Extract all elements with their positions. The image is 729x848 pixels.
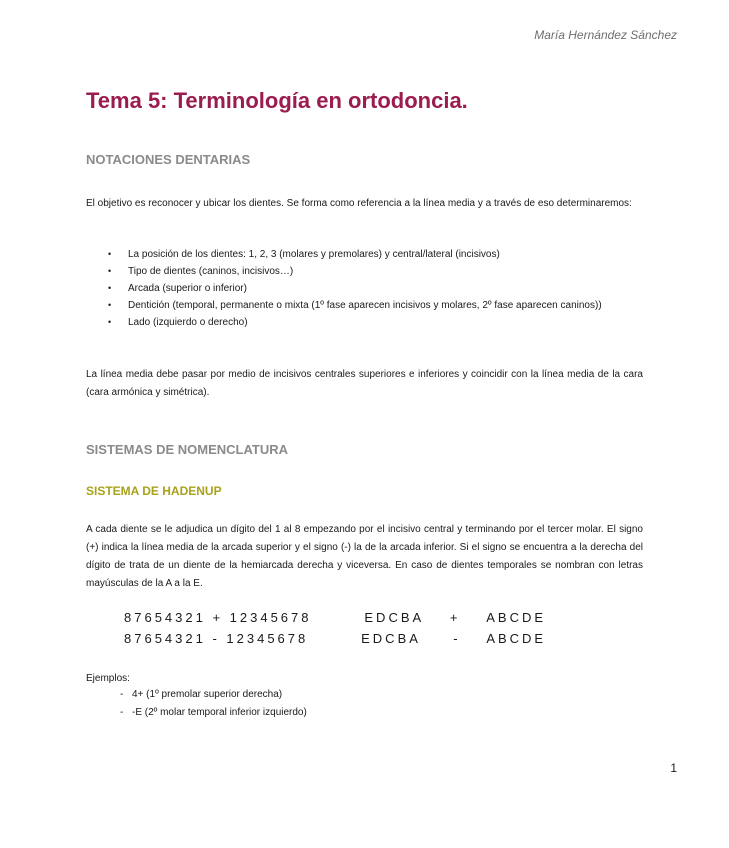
- bullet-icon: •: [108, 283, 112, 293]
- author-header: María Hernández Sánchez: [534, 28, 677, 42]
- dash-icon: -: [120, 707, 124, 718]
- notaciones-closing: La línea media debe pasar por medio de incisivos centrales superiores e inferiores y coincidir con la línea media de la cara (cara armónica y simétrica).: [86, 369, 643, 398]
- list-item: • Arcada (superior o inferior): [86, 280, 643, 297]
- hadenup-paragraph: A cada diente se le adjudica un dígito del 1 al 8 empezando por el incisivo central y terminando por el tercer molar. El signo (+) indica la línea media de la arcada superior y el signo (-) la de la arcada inferior. Si el signo se encuentra a la derecha del dígito de trata de un diente de la hemiarcada derecha y viceversa. En caso de dientes temporales se nombran con letras mayúsculas de la A a la E.: [86, 524, 643, 589]
- page-title: Tema 5: Terminología en ortodoncia.: [86, 88, 468, 113]
- section-heading-notaciones: NOTACIONES DENTARIAS: [86, 152, 251, 167]
- bullet-icon: •: [108, 317, 112, 327]
- list-item: • Lado (izquierdo o derecho): [86, 314, 643, 331]
- bullet-icon: •: [108, 300, 112, 310]
- bullet-icon: •: [108, 249, 112, 259]
- notaciones-intro: El objetivo es reconocer y ubicar los dientes. Se forma como referencia a la línea media y a través de eso determinaremos:: [86, 198, 632, 209]
- dash-icon: -: [120, 689, 124, 700]
- examples-list: [120, 686, 307, 722]
- subsection-heading-hadenup: SISTEMA DE HADENUP: [86, 484, 222, 498]
- list-item: - -E (2º molar temporal inferior izquierdo): [120, 704, 307, 722]
- notaciones-bullet-list: [86, 246, 643, 331]
- notation-line: 87654321 - 12345678 EDCBA - ABCDE: [124, 631, 547, 646]
- list-item: • Tipo de dientes (caninos, incisivos…): [86, 263, 643, 280]
- list-item: • La posición de los dientes: 1, 2, 3 (molares y premolares) y central/lateral (incisivos): [86, 246, 643, 263]
- page-number: 1: [670, 761, 677, 775]
- examples-label: Ejemplos:: [86, 673, 130, 684]
- notation-line: 87654321 + 12345678 EDCBA + ABCDE: [124, 610, 547, 625]
- list-item: - 4+ (1º premolar superior derecha): [120, 686, 307, 704]
- list-item: • Dentición (temporal, permanente o mixta (1º fase aparecen incisivos y molares, 2º fase aparecen caninos)): [86, 297, 643, 314]
- section-heading-sistemas: SISTEMAS DE NOMENCLATURA: [86, 442, 288, 457]
- bullet-icon: •: [108, 266, 112, 276]
